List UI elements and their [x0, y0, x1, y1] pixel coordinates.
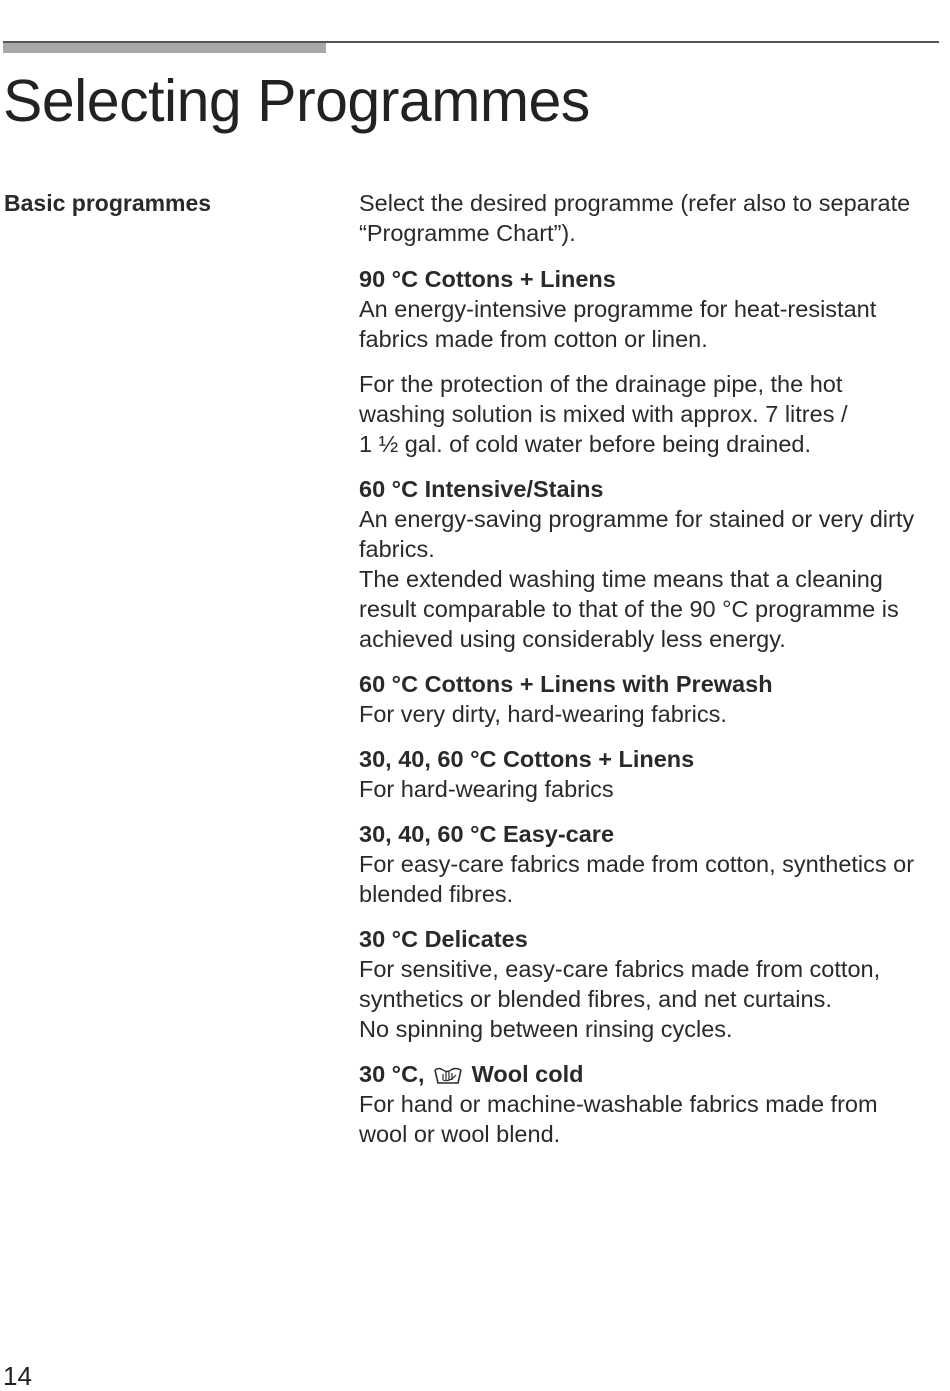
programme-description: An energy-saving programme for stained or very dirty fabrics. The extended washing time means that a cleaning result comparable to that of the 90 °C programme is achieved using considerably less energy.: [359, 506, 915, 652]
programme-60-intensive: [359, 474, 944, 654]
programme-delicates: [359, 924, 944, 1044]
programme-description: For easy-care fabrics made from cotton, synthetics or blended fibres.: [359, 851, 915, 907]
header-accent-bar: [3, 43, 326, 53]
programme-description: An energy-intensive programme for heat-resistant fabrics made from cotton or linen.: [359, 296, 877, 352]
programme-description: For very dirty, hard-wearing fabrics.: [359, 701, 727, 727]
programme-title: 30 °C, Wool cold: [359, 1061, 584, 1087]
programme-title: 60 °C Cottons + Linens with Prewash: [359, 671, 773, 697]
programme-60-prewash: [359, 669, 944, 729]
programme-cottons-linens: [359, 744, 944, 804]
programme-90-cottons: [359, 264, 944, 354]
programme-description: For hard-wearing fabrics: [359, 776, 614, 802]
page-title: Selecting Programmes: [3, 68, 590, 134]
programme-90-cottons-note: [359, 369, 944, 459]
programme-easy-care: [359, 819, 944, 909]
programme-title: 90 °C Cottons + Linens: [359, 266, 616, 292]
programme-title: 30, 40, 60 °C Cottons + Linens: [359, 746, 695, 772]
page-number: 14: [3, 1361, 32, 1391]
intro-text: Select the desired programme (refer also to separate “Programme Chart”).: [359, 190, 911, 246]
section-heading: Basic programmes: [4, 190, 212, 216]
programme-description: For hand or machine-washable fabrics made from wool or wool blend.: [359, 1091, 878, 1147]
programme-title: 30 °C Delicates: [359, 926, 528, 952]
programme-title: 30, 40, 60 °C Easy-care: [359, 821, 615, 847]
programme-list: [359, 188, 944, 1164]
programme-wool-cold: [359, 1059, 944, 1149]
hand-wash-icon: [433, 1063, 463, 1085]
programme-title: 60 °C Intensive/Stains: [359, 476, 604, 502]
programme-note: For the protection of the drainage pipe, the hot washing solution is mixed with approx. 7 litres / 1 ½ gal. of cold water before being drained.: [359, 371, 848, 457]
programme-description: For sensitive, easy-care fabrics made from cotton, synthetics or blended fibres, and net curtains. No spinning between rinsing cycles.: [359, 956, 881, 1042]
